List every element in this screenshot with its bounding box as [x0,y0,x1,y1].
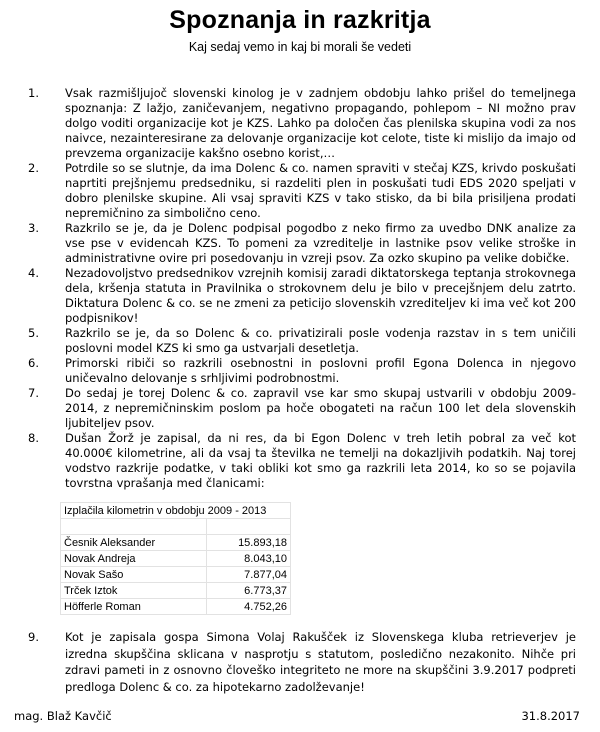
table-row [61,567,291,583]
item-number: 9. [28,630,39,644]
list-item [28,161,576,221]
item-text: Kot je zapisala gospa Simona Volaj Rakušček iz Slovenskega kluba retrieverjev je izredna skupščina sklicana v nasprotju s statutom, posledično nezakonito. Nihče pri zdravi pameti in z osnovno človeško integriteto ne more na skupščini 3.9.2017 podpreti predloga Dolenc & co. za hipotekarno zadolževanje! [65,630,576,694]
table-cell-value: 7.877,04 [207,567,291,583]
table-cell-value: 15.893,18 [207,535,291,551]
list-item [28,356,576,386]
item-text: Primorski ribiči so razkrili osebnostni in poslovni profil Egona Dolenca in njegovo uničevalno delovanje s srhljivimi podrobnostmi. [65,356,576,385]
table-row [61,535,291,551]
list-item [28,326,576,356]
list-item [28,221,576,266]
findings-list [28,86,576,491]
item-text: Razkrilo se je, da je Dolenc podpisal pogodbo z neko firmo za uvedbo DNK analize za vse pse v evidencah KZS. To pomeni za vzreditelje in lastnike psov velike stroške in administrativne ovire pri posedovanju in vzreji psov. Za ozko skupino pa velike dobičke. [65,221,576,265]
item-number: 2. [28,161,39,175]
item-text: Dušan Žorž je zapisal, da ni res, da bi Egon Dolenc v treh letih pobral za več kot 40.000€ kilometrine, ali da vsaj ta številka ne temelji na dokazljivih podatkih. Naj torej vodstvo razkrije podatke, v taki obliki kot smo ga razkrili leta 2014, ko so se pojavila tovrstna vprašanja med članicami: [65,431,576,490]
table-cell-name: Trček Iztok [61,583,207,599]
item-number: 4. [28,266,39,280]
document-subtitle: Kaj sedaj vemo in kaj bi morali še vedeti [188,40,412,54]
table-cell [61,519,207,535]
item-number: 6. [28,356,39,370]
table-caption-row [61,503,291,519]
item-number: 7. [28,386,39,400]
table-cell [207,519,291,535]
table-row [61,551,291,567]
item-number: 5. [28,326,39,340]
table-caption: Izplačila kilometrin v obdobju 2009 - 2013 [61,503,291,519]
item-number: 8. [28,431,39,445]
item-text: Razkrilo se je, da so Dolenc & co. privatizirali posle vodenja razstav in s tem uničili poslovni model KZS ki smo ga ustvarjali desetletja. [65,326,576,355]
item-number: 3. [28,221,39,235]
item-number: 1. [28,86,39,100]
table-cell-name: Novak Andreja [61,551,207,567]
table-cell-value: 8.043,10 [207,551,291,567]
item-text: Vsak razmišljujoč slovenski kinolog je v zadnjem obdobju lahko prišel do temeljnega spoznanja: Z lažjo, zaničevanjem, negativno propagando, pohlepom – NI možno prav dolgo voditi organizacije kot je KZS. Lahko pa določen čas plenilska skupina vodi za nos naivce, nezainteresirane za delovanje organizacije kot celote, tiste ki mislijo da imajo od prevzema organizacije kakšno osebno korist,… [65,86,576,160]
table-cell-name: Česnik Aleksander [61,535,207,551]
document-date: 31.8.2017 [521,709,580,723]
list-item [28,86,576,161]
list-item [28,266,576,326]
findings-list-continued [28,629,576,695]
table-cell-value: 6.773,37 [207,583,291,599]
table-row [61,599,291,615]
list-item [28,386,576,431]
list-item [28,629,576,695]
author-signature: mag. Blaž Kavčič [14,709,112,723]
document-title: Spoznanja in razkritja [169,6,431,34]
table-cell-name: Novak Sašo [61,567,207,583]
item-text: Potrdile so se slutnje, da ima Dolenc & co. namen spraviti v stečaj KZS, krivdo poskušati naprtiti prejšnjemu predsedniku, si razdeliti plen in poskušati tudi EDS 2020 speljati v dobro plenilske skupine. Ali vsaj spraviti KZS v tako stisko, da bi bila prisiljena prodati nepremičnino za simbolično ceno. [65,161,576,220]
list-item [28,431,576,491]
mileage-table [60,502,291,615]
table-cell-name: Höfferle Roman [61,599,207,615]
mileage-table-container [60,502,291,618]
table-row [61,583,291,599]
table-cell-value: 4.752,26 [207,599,291,615]
table-empty-row [61,519,291,535]
item-text: Do sedaj je torej Dolenc & co. zapravil vse kar smo skupaj ustvarili v obdobju 2009-2014, z nepremičninskim poslom pa hoče obogateti na račun 100 let dela slovenskih ljubiteljev psov. [65,386,576,430]
item-text: Nezadovoljstvo predsednikov vzrejnih komisij zaradi diktatorskega teptanja strokovnega dela, kršenja statuta in Pravilnika o strokovnem delu je bilo v precejšnjem delu zatrto. Diktatura Dolenc & co. se ne zmeni za peticijo slovenskih vzrediteljev ki ima več kot 200 podpisnikov! [65,266,576,325]
